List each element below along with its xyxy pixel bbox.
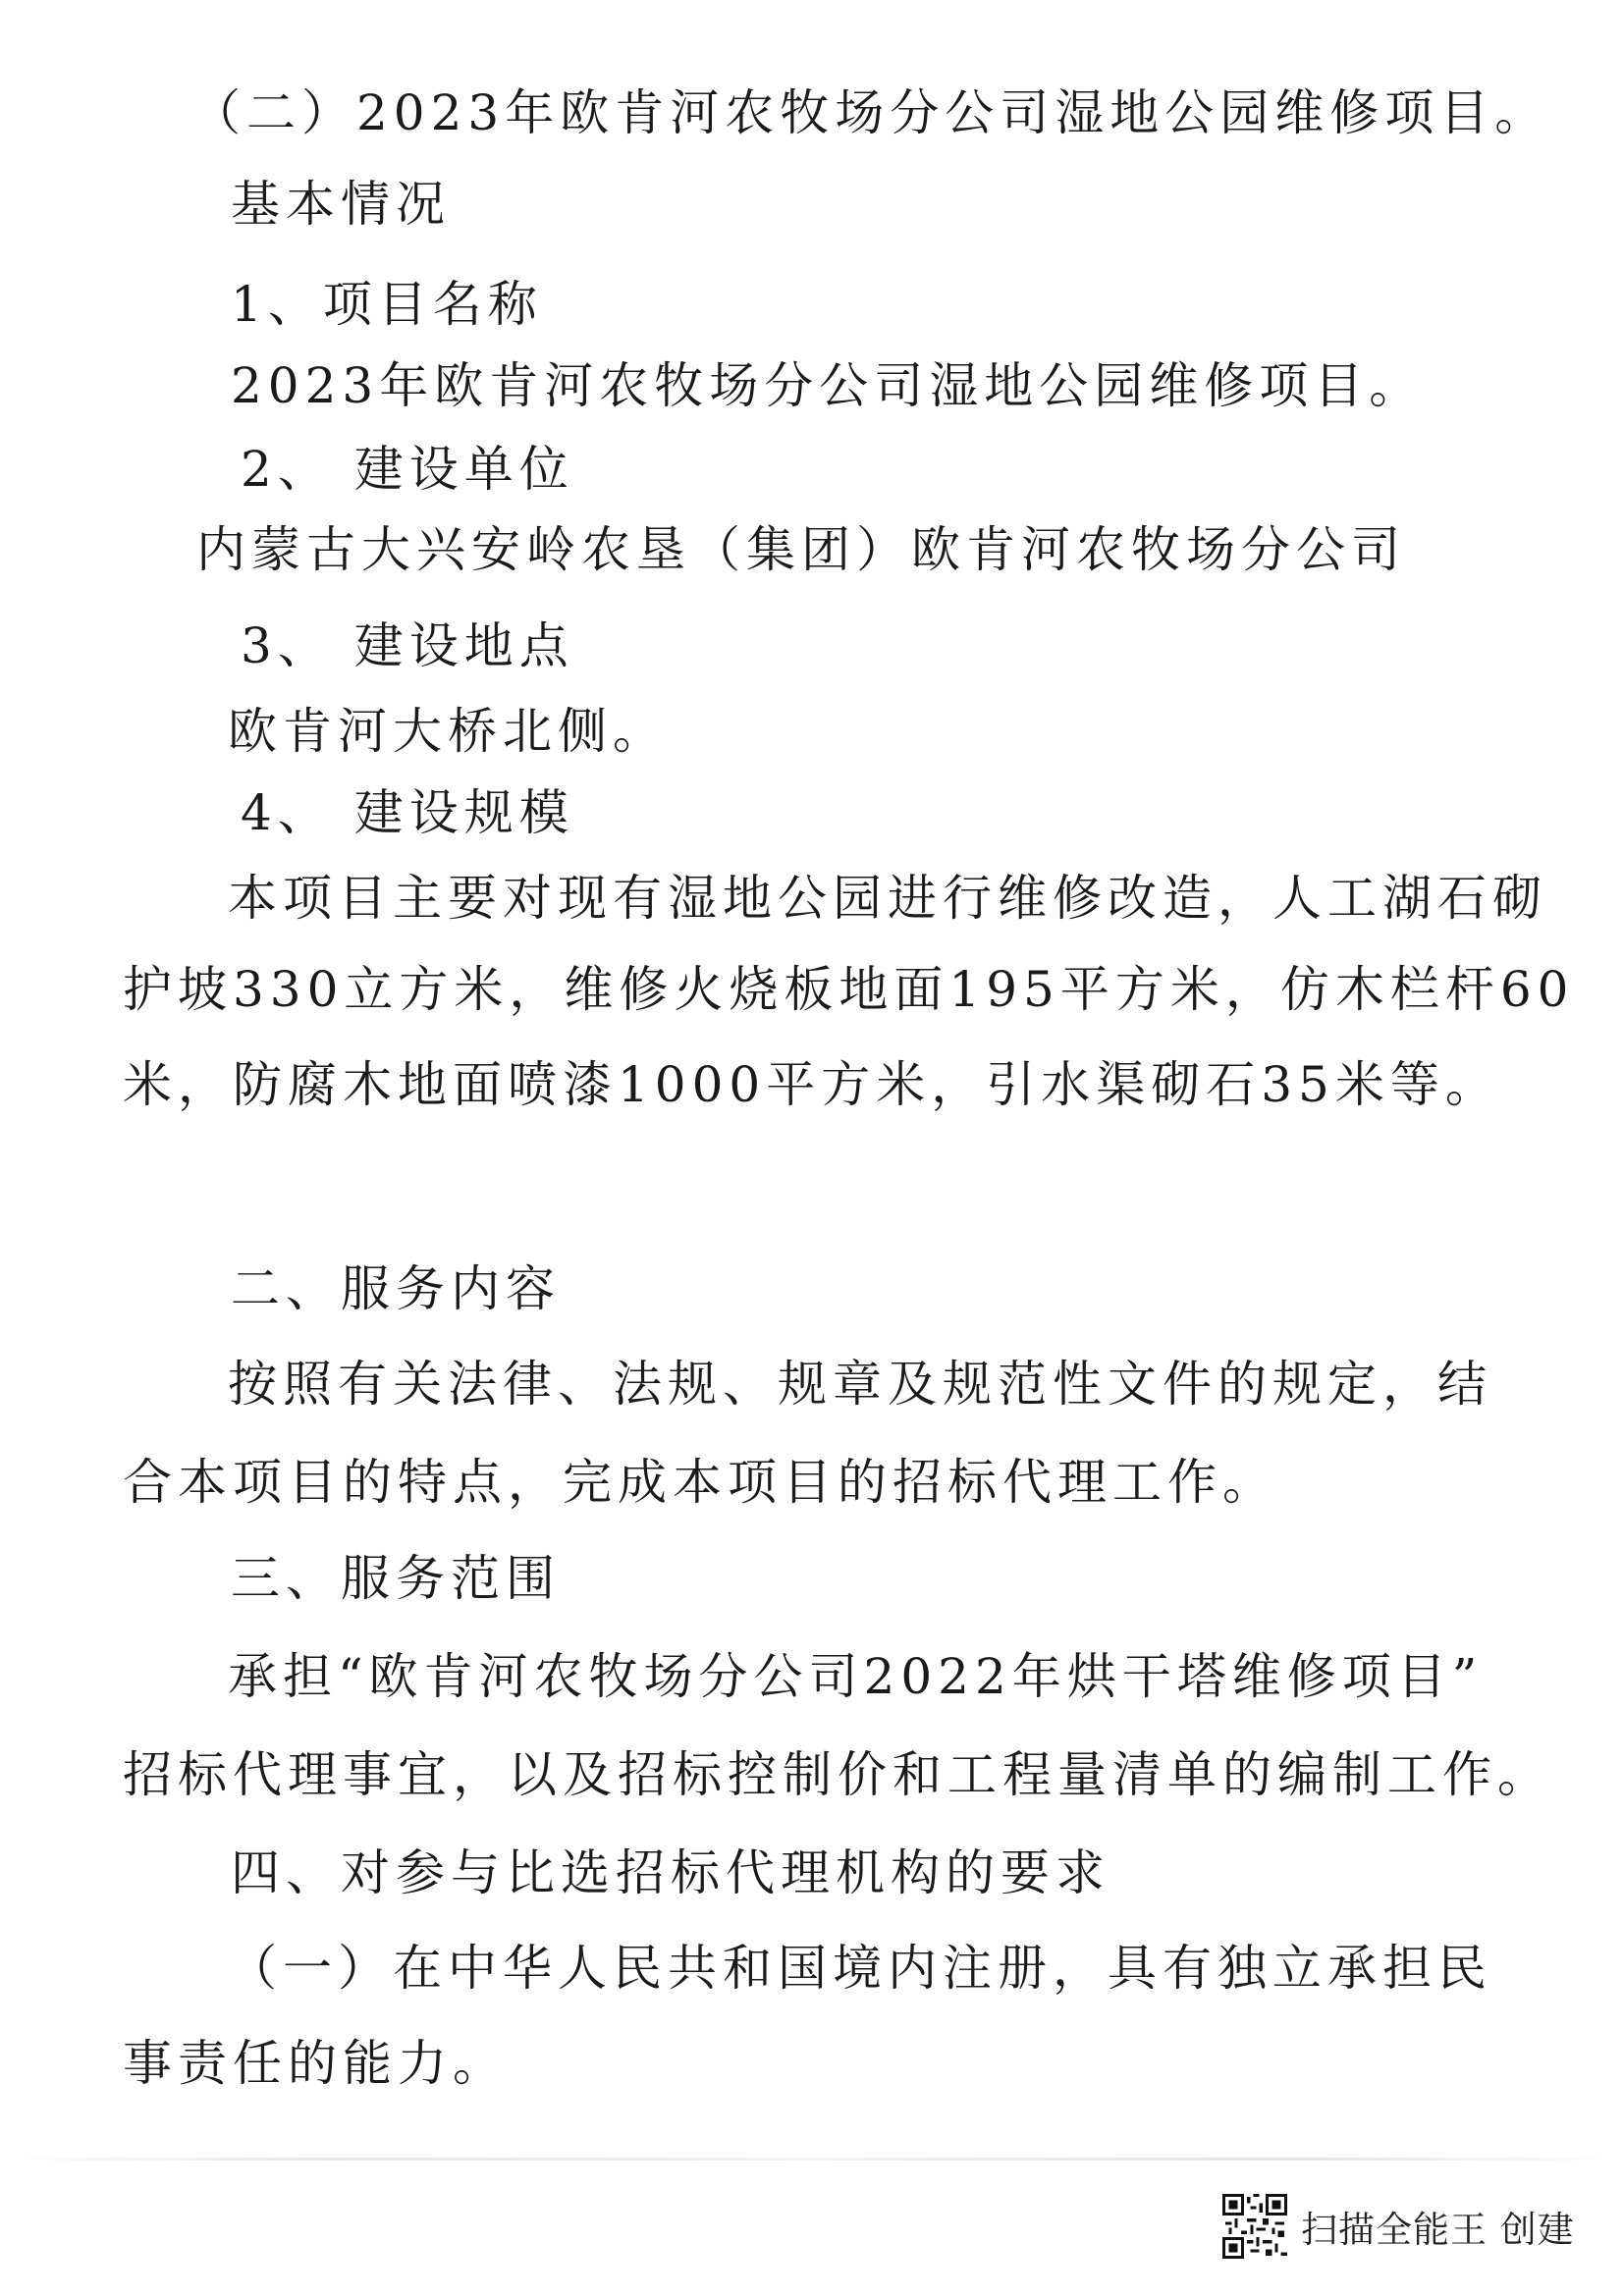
- service-content-line-2: 合本项目的特点，完成本项目的招标代理工作。: [123, 1454, 1277, 1511]
- requirement-1-line-2: 事责任的能力。: [123, 2035, 508, 2092]
- qr-code-icon: [1222, 2194, 1287, 2259]
- requirement-1-line-1: （一）在中华人民共和国境内注册，具有独立承担民: [228, 1940, 1492, 1997]
- service-content-heading: 二、服务内容: [231, 1260, 561, 1317]
- scale-paragraph-line-1: 本项目主要对现有湿地公园进行维修改造，人工湖石砌: [228, 870, 1547, 927]
- item-2-heading: 2、 建设单位: [241, 441, 574, 498]
- item-3-heading: 3、 建设地点: [241, 617, 574, 674]
- service-scope-heading: 三、服务范围: [231, 1550, 561, 1607]
- construction-unit: 内蒙古大兴安岭农垦（集团）欧肯河农牧场分公司: [196, 521, 1406, 578]
- scan-artifact-line: [0, 2158, 1623, 2161]
- scale-paragraph-line-3: 米，防腐木地面喷漆1000平方米，引水渠砌石35米等。: [123, 1056, 1500, 1113]
- construction-location: 欧肯河大桥北侧。: [228, 703, 668, 760]
- watermark-text: 扫描全能王 创建: [1301, 2209, 1575, 2251]
- basic-info-heading: 基本情况: [231, 176, 451, 233]
- item-4-heading: 4、 建设规模: [241, 784, 574, 841]
- scanner-watermark: [1222, 2194, 1575, 2259]
- item-1-heading: 1、项目名称: [231, 276, 543, 333]
- scale-paragraph-line-2: 护坡330立方米，维修火烧板地面195平方米，仿木栏杆60: [123, 961, 1575, 1018]
- service-scope-line-1: 承担“欧肯河农牧场分公司2022年烘干塔维修项目”: [228, 1648, 1484, 1705]
- service-scope-line-2: 招标代理事宜，以及招标控制价和工程量清单的编制工作。: [123, 1746, 1552, 1803]
- requirements-heading: 四、对参与比选招标代理机构的要求: [231, 1844, 1110, 1901]
- service-content-line-1: 按照有关法律、法规、规章及规范性文件的规定，结: [228, 1356, 1492, 1413]
- project-name: 2023年欧肯河农牧场分公司湿地公园维修项目。: [231, 357, 1425, 414]
- section-2-heading: （二）2023年欧肯河农牧场分公司湿地公园维修项目。: [191, 84, 1550, 141]
